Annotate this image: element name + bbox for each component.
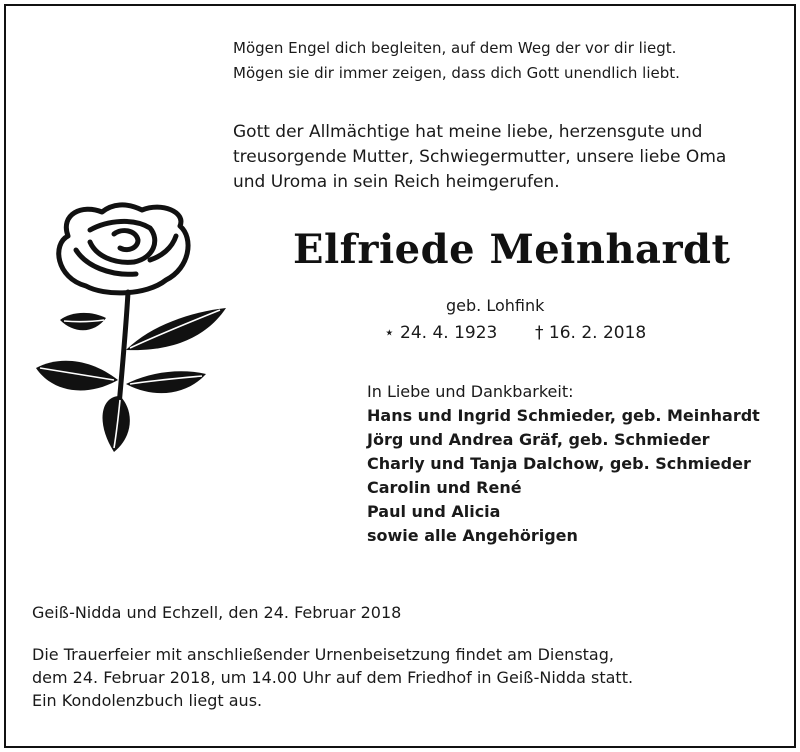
mourner-line: Jörg und Andrea Gräf, geb. Schmieder	[367, 430, 710, 449]
birth-name: geb. Lohfink	[446, 296, 545, 315]
verse	[233, 36, 680, 86]
verse-line: Mögen sie dir immer zeigen, dass dich Gott unendlich liebt.	[233, 64, 680, 82]
intro-line: und Uroma in sein Reich heimgerufen.	[233, 172, 560, 192]
intro-line: Gott der Allmächtige hat meine liebe, herzensgute und	[233, 122, 703, 142]
funeral-notice	[32, 643, 633, 712]
mourner-line: Charly und Tanja Dalchow, geb. Schmieder	[367, 454, 751, 473]
place-date: Geiß-Nidda und Echzell, den 24. Februar 2018	[32, 603, 402, 622]
mourner-line: Hans und Ingrid Schmieder, geb. Meinhardt	[367, 406, 760, 425]
intro-text	[233, 120, 726, 195]
notice-line: Ein Kondolenzbuch liegt aus.	[32, 691, 263, 710]
notice-line: dem 24. Februar 2018, um 14.00 Uhr auf dem Friedhof in Geiß-Nidda statt.	[32, 668, 634, 687]
mourners-block	[367, 380, 760, 548]
mourners-heading: In Liebe und Dankbarkeit:	[367, 382, 574, 401]
deceased-name: Elfriede Meinhardt	[293, 226, 731, 273]
intro-line: treusorgende Mutter, Schwiegermutter, unsere liebe Oma	[233, 147, 727, 167]
mourner-line: Paul und Alicia	[367, 502, 501, 521]
rose-icon	[30, 200, 230, 455]
mourner-line: Carolin und René	[367, 478, 522, 497]
notice-line: Die Trauerfeier mit anschließender Urnenbeisetzung findet am Dienstag,	[32, 645, 614, 664]
death-date: † 16. 2. 2018	[535, 323, 647, 343]
verse-line: Mögen Engel dich begleiten, auf dem Weg der vor dir liegt.	[233, 39, 677, 57]
birth-date: ⋆ 24. 4. 1923	[384, 323, 498, 343]
mourner-line: sowie alle Angehörigen	[367, 526, 578, 545]
